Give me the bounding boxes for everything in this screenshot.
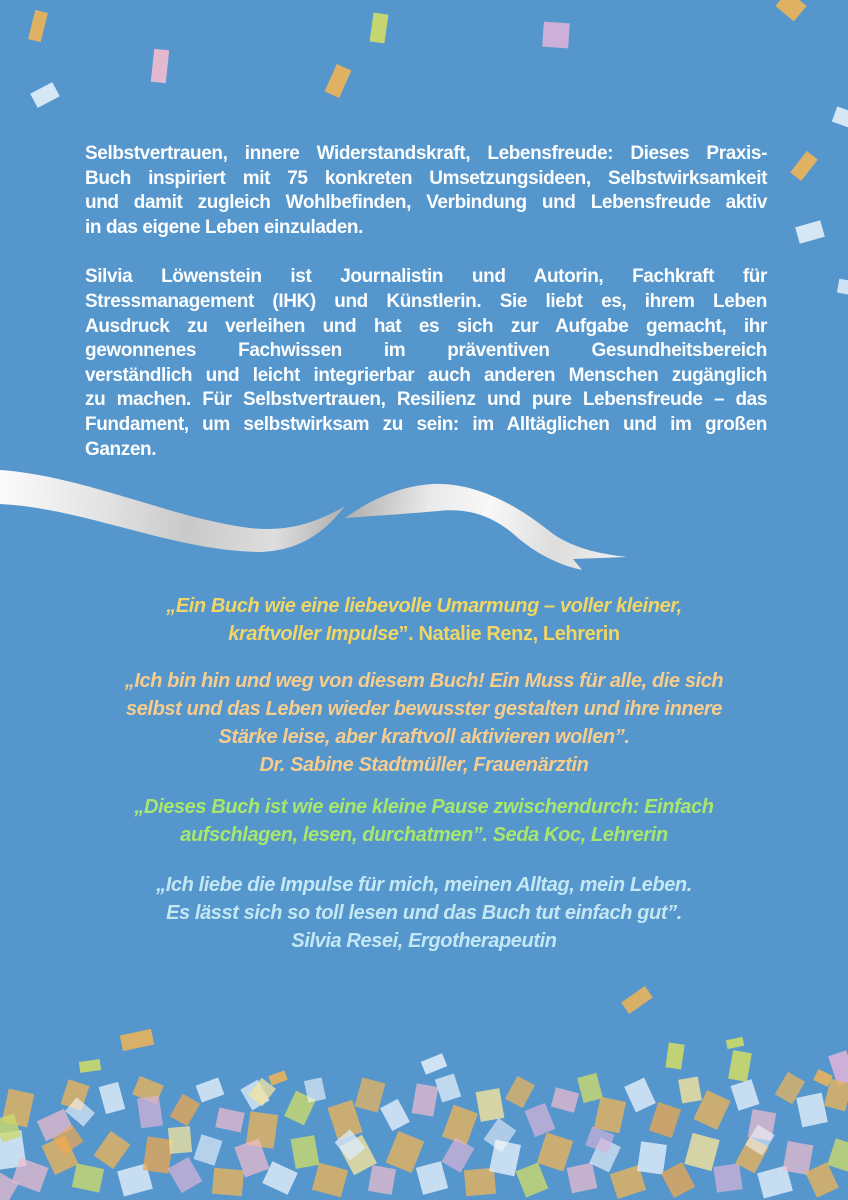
paragraph-line: Ausdruck zu verleihen und hat es sich zur Aufgabe gemacht, ihr [85, 315, 767, 337]
testimonial-quote [64, 871, 784, 955]
confetti-piece [137, 1096, 163, 1129]
confetti-piece [516, 1163, 549, 1198]
confetti-piece [325, 64, 352, 98]
quote-line [64, 751, 784, 779]
quote-line [64, 667, 784, 695]
ribbon-front-segment [0, 470, 345, 552]
confetti-piece [99, 1082, 126, 1114]
confetti-piece [567, 1163, 598, 1194]
confetti-piece [684, 1133, 719, 1171]
confetti-piece [525, 1103, 556, 1137]
confetti-piece [94, 1131, 131, 1169]
confetti-piece [637, 1141, 667, 1174]
quote-line [64, 620, 784, 648]
confetti-piece [72, 1163, 104, 1192]
quote-italic-text: „Ein Buch wie eine liebevolle Umarmung – voller kleiner, [166, 595, 682, 617]
confetti-piece [380, 1099, 410, 1131]
confetti-piece [731, 1079, 760, 1111]
quote-line [64, 592, 784, 620]
testimonial-quote [64, 667, 784, 779]
confetti-piece [291, 1135, 320, 1169]
confetti-piece [168, 1157, 203, 1193]
confetti-piece [649, 1102, 681, 1138]
confetti-piece [464, 1168, 496, 1197]
confetti-piece [151, 49, 169, 83]
confetti-piece [168, 1126, 192, 1154]
paragraph-line: Selbstvertrauen, innere Widerstandskraft, Lebensfreude: Dieses Praxis- [85, 143, 767, 164]
confetti-piece [196, 1077, 225, 1102]
quote-italic-text: „Ich bin hin und weg von diesem Buch! Ein Muss für alle, die sich [124, 670, 724, 692]
testimonial-quote [64, 793, 784, 849]
quote-italic-text: Stärke leise, aber kraftvoll aktivieren wollen”. [218, 726, 630, 748]
ribbon-graphic [0, 456, 648, 588]
confetti-piece [661, 1162, 695, 1198]
confetti-piece [194, 1134, 223, 1166]
confetti-piece [790, 151, 818, 181]
ribbon-crest-segment [345, 484, 627, 570]
quote-attribution: ”. Natalie Renz, Lehrerin [398, 623, 620, 645]
confetti-piece [304, 1077, 326, 1102]
paragraph-line: Silvia Löwenstein ist Journalistin und Autorin, Fachkraft für [85, 266, 767, 288]
confetti-piece [594, 1097, 626, 1134]
paragraph-line: zu machen. Für Selbstvertrauen, Resilienz und pure Lebensfreude – das [85, 389, 767, 411]
paragraph-line: Buch inspiriert mit 75 konkreten Umsetzungsideen, Selbstwirksamkeit [85, 167, 767, 189]
intro-paragraph-1 [85, 142, 767, 240]
confetti-piece [837, 279, 848, 296]
quote-italic-text: „Dieses Buch ist wie eine kleine Pause zwischendurch: Einfach [134, 796, 714, 818]
confetti-piece [421, 1053, 448, 1075]
quote-line [64, 723, 784, 751]
quote-italic-text: aufschlagen, lesen, durchatmen”. Seda Koc, Lehrerin [180, 824, 668, 846]
confetti-piece [726, 1037, 744, 1049]
confetti-piece [795, 220, 825, 244]
quote-italic-text: „Ich liebe die Impulse für mich, meinen Alltag, mein Leben. [156, 874, 692, 896]
confetti-piece [827, 1138, 848, 1171]
confetti-piece [368, 1165, 396, 1195]
paragraph-line: Stressmanagement (IHK) und Künstlerin. Sie liebt es, ihrem Leben [85, 290, 767, 312]
quote-line [64, 871, 784, 899]
confetti-piece [416, 1161, 448, 1195]
confetti-piece [212, 1168, 244, 1197]
confetti-piece [551, 1087, 579, 1113]
paragraph-line: gewonnenes Fachwissen im präventiven Gesundheitsbereich [85, 340, 767, 362]
confetti-piece [476, 1088, 505, 1122]
quote-italic-text: Dr. Sabine Stadtmüller, Frauenärztin [259, 754, 589, 776]
intro-paragraph-2 [85, 265, 767, 462]
quote-italic-text: kraftvoller Impulse [228, 623, 399, 645]
paragraph-line: Ganzen. [85, 438, 157, 460]
confetti-piece [621, 986, 653, 1014]
paragraph-line: in das eigene Leben einzuladen. [85, 216, 363, 238]
confetti-piece [268, 1070, 287, 1085]
confetti-piece [624, 1078, 656, 1113]
confetti-piece [537, 1132, 574, 1171]
confetti-piece [79, 1059, 101, 1073]
confetti-piece [370, 13, 389, 44]
paragraph-line: und damit zugleich Wohlbefinden, Verbindung und Lebensfreude aktiv [85, 192, 767, 214]
confetti-piece [441, 1137, 474, 1172]
quote-line [64, 899, 784, 927]
confetti-piece [215, 1108, 245, 1133]
quote-line [64, 793, 784, 821]
intro-section [85, 142, 767, 462]
confetti-piece [412, 1083, 439, 1116]
confetti-piece [713, 1163, 742, 1192]
confetti-piece [435, 1073, 461, 1102]
confetti-piece [796, 1093, 828, 1128]
confetti-piece [832, 106, 848, 127]
confetti-piece [775, 0, 806, 21]
confetti-piece [505, 1076, 535, 1108]
quote-line [64, 927, 784, 955]
confetti-piece [30, 82, 60, 108]
quote-line [64, 821, 784, 849]
confetti-piece [170, 1094, 200, 1127]
confetti-piece [805, 1162, 839, 1198]
confetti-piece [28, 10, 48, 42]
paragraph-line: verständlich und leicht integrierbar auch anderen Menschen zugänglich [85, 364, 767, 386]
testimonial-quote [64, 592, 784, 648]
quote-italic-text: Silvia Resei, Ergotherapeutin [291, 930, 557, 952]
paragraph-line: Fundament, um selbstwirksam zu sein: im Alltäglichen und im großen [85, 413, 767, 435]
quote-line [64, 695, 784, 723]
confetti-piece [728, 1050, 752, 1082]
quote-italic-text: Es lässt sich so toll lesen und das Buch tut einfach gut”. [166, 902, 682, 924]
confetti-piece [312, 1163, 348, 1198]
confetti-piece [542, 22, 570, 49]
confetti-piece [120, 1029, 155, 1051]
confetti-piece [678, 1076, 702, 1103]
confetti-piece [665, 1043, 684, 1070]
quote-italic-text: selbst und das Leben wieder bewusster gestalten und ihre innere [125, 698, 723, 720]
